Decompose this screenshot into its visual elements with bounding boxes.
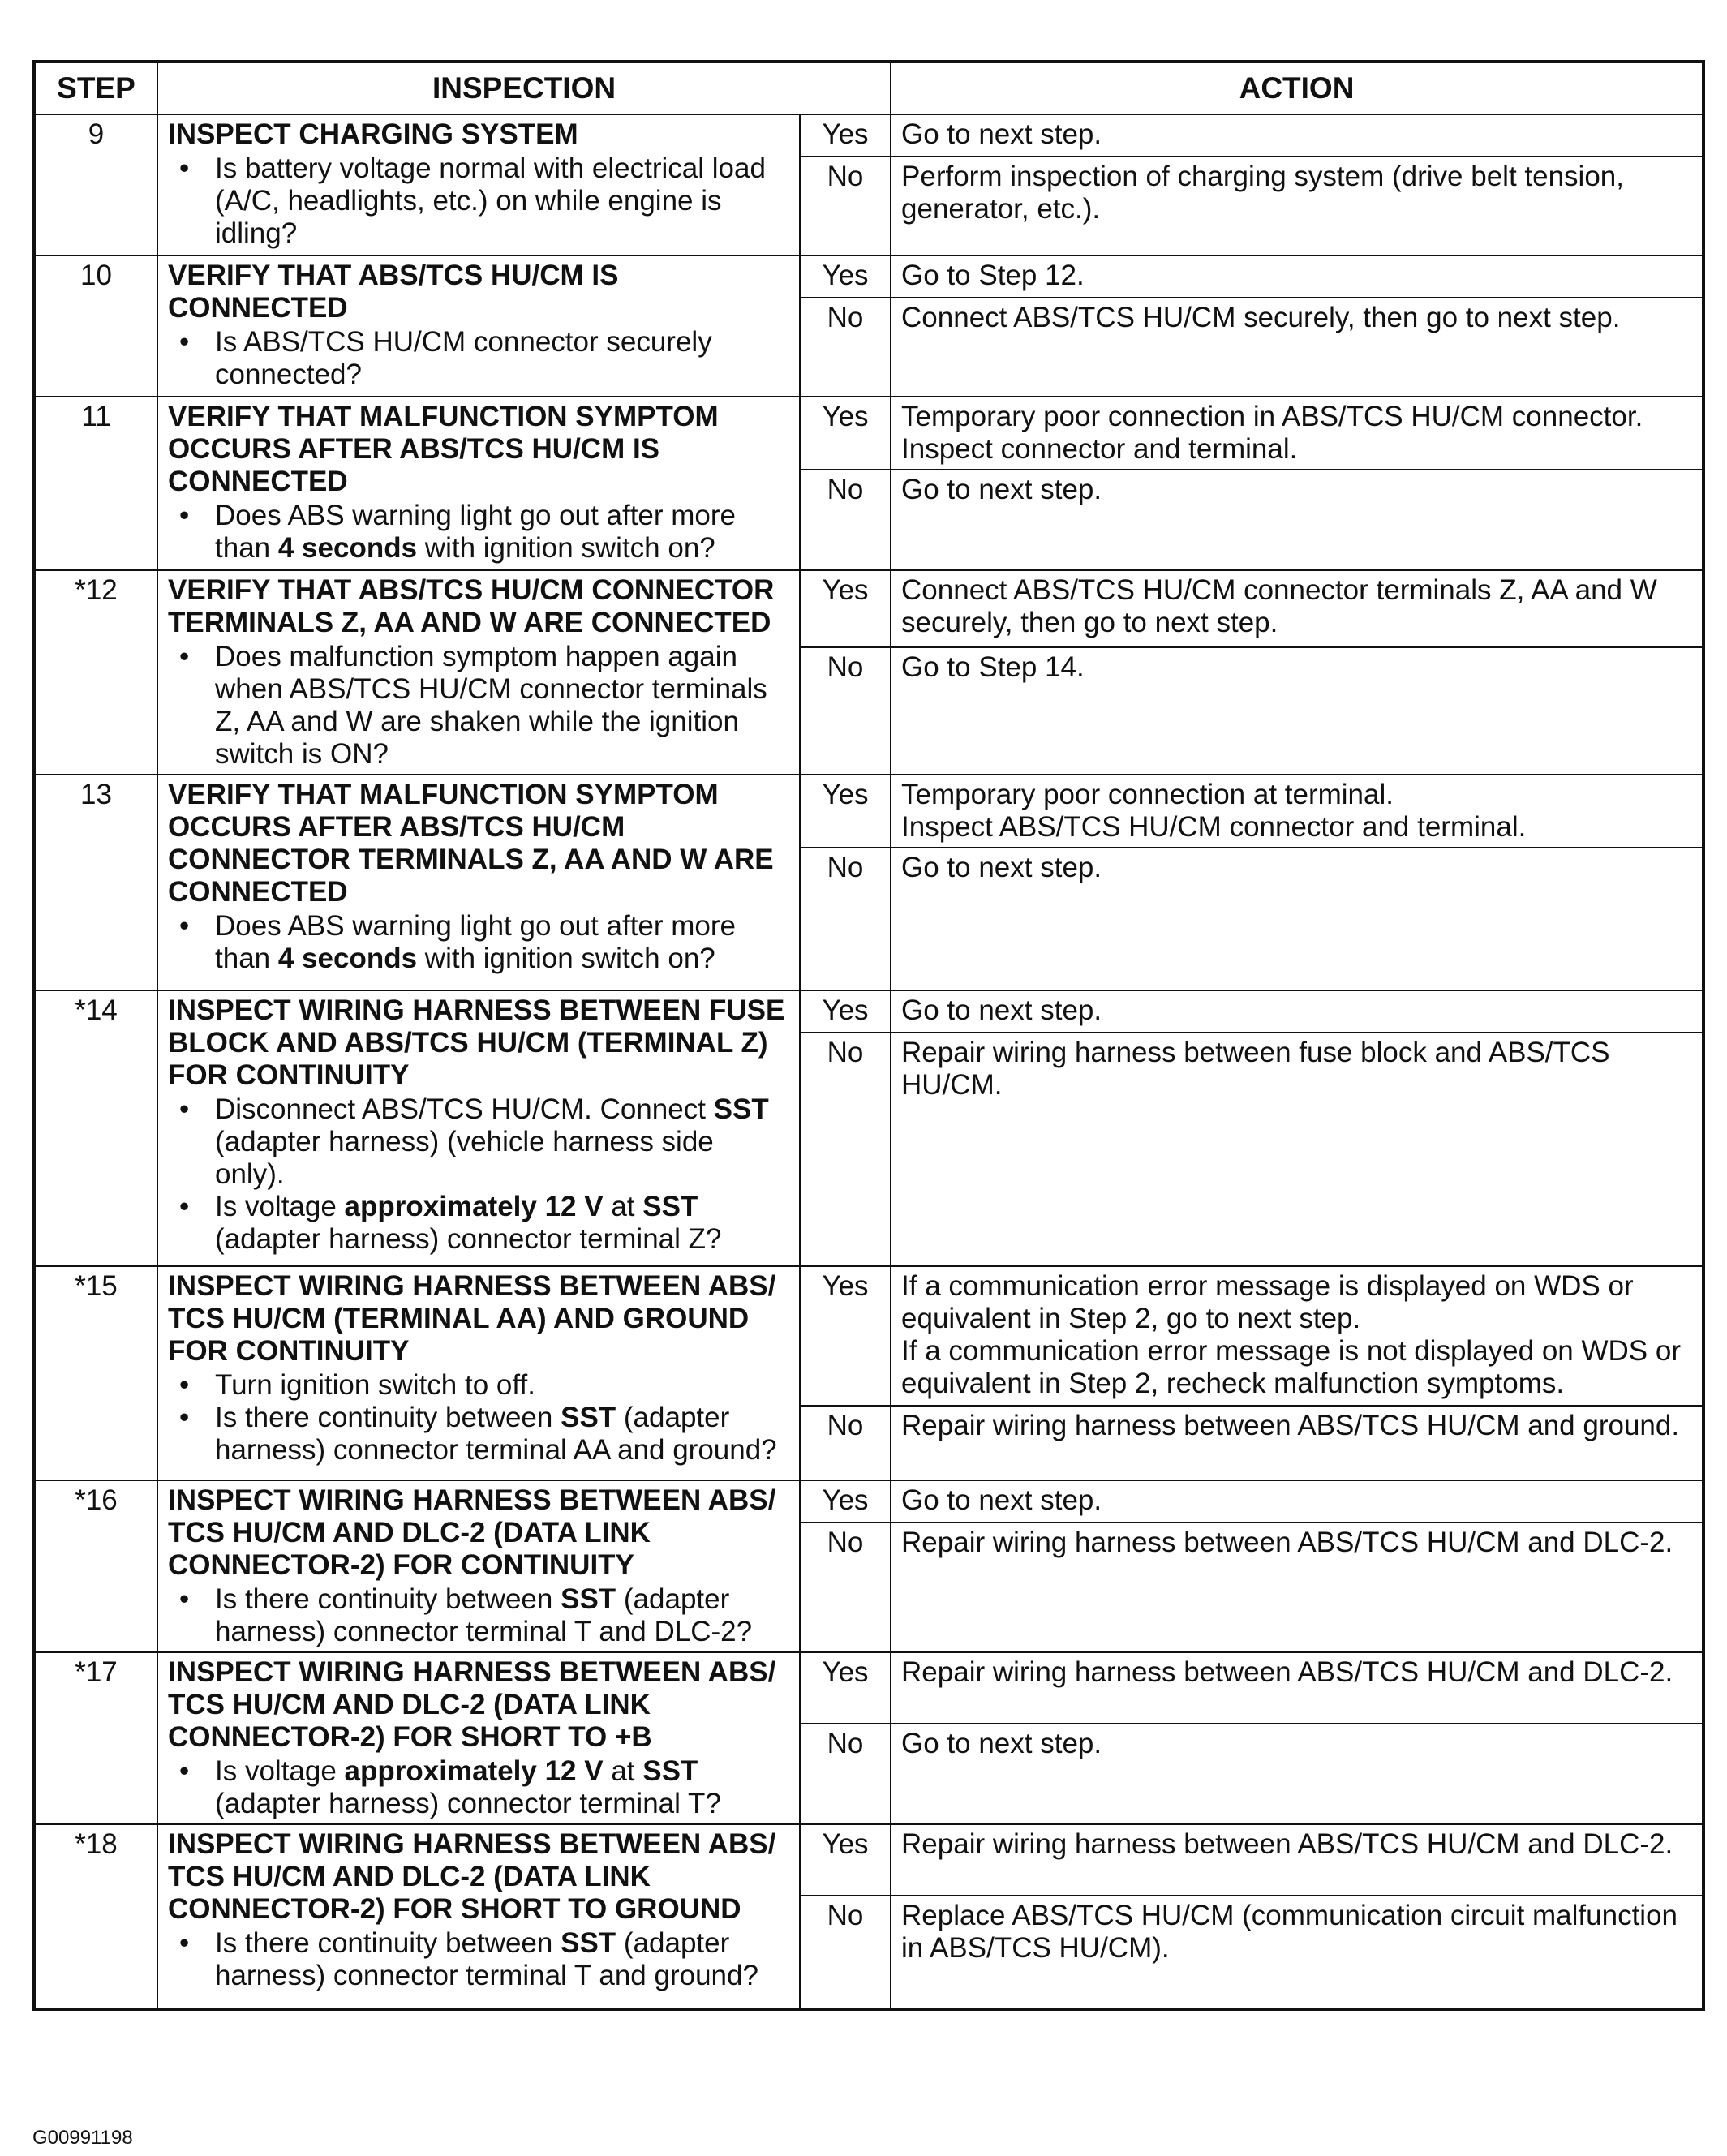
- bullet-text: Does malfunction symptom happen again when ABS/TCS HU/CM connector terminals Z, AA and W are shaken while the ignition switch is ON?: [215, 641, 767, 770]
- yes-label: Yes: [800, 775, 891, 848]
- inspection-bullets: [168, 1583, 789, 1648]
- bold-text: 4 seconds: [277, 943, 418, 974]
- step-number: *15: [34, 1266, 157, 1480]
- no-action: Go to Step 14.: [891, 647, 1703, 775]
- yes-action: Go to next step.: [891, 990, 1703, 1033]
- bold-text: SST: [713, 1093, 769, 1125]
- bullet-text: (adapter harness) connector terminal T?: [215, 1788, 721, 1819]
- inspection-bullet: [215, 910, 789, 975]
- bullet-text: Is there continuity between: [215, 1402, 561, 1433]
- inspection-title: INSPECT CHARGING SYSTEM: [168, 118, 578, 150]
- yes-action: Connect ABS/TCS HU/CM connector terminals Z, AA and W securely, then go to next step.: [891, 570, 1703, 647]
- inspection-cell: [157, 1266, 800, 1480]
- table-row: [34, 990, 1703, 1033]
- yes-action: Go to next step.: [891, 114, 1703, 157]
- inspection-bullet: [215, 1583, 789, 1648]
- no-label: No: [800, 298, 891, 397]
- yes-label: Yes: [800, 570, 891, 647]
- inspection-title: INSPECT WIRING HARNESS BETWEEN ABS/ TCS HU/CM AND DLC-2 (DATA LINK CONNECTOR-2) FOR SHORT TO +B: [168, 1656, 776, 1753]
- bullet-text: (adapter harness) connector terminal AA and ground?: [215, 1402, 777, 1466]
- header-row: [34, 62, 1703, 114]
- step-number: 9: [34, 114, 157, 256]
- diagnostic-procedure-table: [32, 60, 1705, 2011]
- bullet-text: at: [603, 1191, 643, 1222]
- table-row: [34, 256, 1703, 298]
- no-label: No: [800, 1406, 891, 1480]
- bold-text: 4 seconds: [277, 532, 418, 564]
- bullet-text: (adapter harness) connector terminal T and ground?: [215, 1927, 758, 1991]
- inspection-bullets: [168, 1093, 789, 1256]
- no-label: No: [800, 647, 891, 775]
- table-row: [34, 570, 1703, 647]
- no-action: Repair wiring harness between ABS/TCS HU/CM and DLC-2.: [891, 1523, 1703, 1652]
- inspection-bullets: [168, 326, 789, 391]
- inspection-bullets: [168, 500, 789, 565]
- bullet-text: Is voltage: [215, 1755, 345, 1787]
- inspection-bullet: [215, 1402, 789, 1467]
- bullet-text: Is ABS/TCS HU/CM connector securely connected?: [215, 326, 712, 390]
- no-label: No: [800, 1523, 891, 1652]
- header-action: ACTION: [891, 62, 1703, 114]
- yes-label: Yes: [800, 1652, 891, 1724]
- inspection-bullets: [168, 910, 789, 975]
- step-number: 13: [34, 775, 157, 990]
- inspection-bullets: [168, 1927, 789, 1992]
- no-action: Repair wiring harness between ABS/TCS HU/CM and ground.: [891, 1406, 1703, 1480]
- bullet-text: with ignition switch on?: [417, 532, 715, 564]
- table-row: [34, 1652, 1703, 1724]
- table-body: [34, 114, 1703, 2009]
- bullet-text: at: [603, 1755, 643, 1787]
- inspection-bullet: [215, 152, 789, 250]
- bullet-text: Disconnect ABS/TCS HU/CM. Connect: [215, 1093, 714, 1125]
- bullet-text: with ignition switch on?: [417, 943, 715, 974]
- table-row: [34, 1266, 1703, 1406]
- step-number: 11: [34, 397, 157, 570]
- inspection-title: INSPECT WIRING HARNESS BETWEEN ABS/ TCS HU/CM AND DLC-2 (DATA LINK CONNECTOR-2) FOR SHORT TO GROUND: [168, 1828, 776, 1925]
- no-label: No: [800, 157, 891, 256]
- bold-text: SST: [561, 1927, 616, 1959]
- yes-label: Yes: [800, 1266, 891, 1406]
- inspection-title: VERIFY THAT MALFUNCTION SYMPTOM OCCURS AFTER ABS/TCS HU/CM CONNECTOR TERMINALS Z, AA AND W ARE CONNECTED: [168, 779, 774, 908]
- inspection-cell: [157, 1652, 800, 1824]
- table-row: [34, 1480, 1703, 1523]
- inspection-cell: [157, 1824, 800, 2009]
- table-row: [34, 397, 1703, 470]
- yes-label: Yes: [800, 114, 891, 157]
- yes-action: Go to Step 12.: [891, 256, 1703, 298]
- inspection-title: VERIFY THAT ABS/TCS HU/CM CONNECTOR TERMINALS Z, AA AND W ARE CONNECTED: [168, 574, 775, 638]
- no-label: No: [800, 1896, 891, 2009]
- step-number: *14: [34, 990, 157, 1266]
- header-inspection: INSPECTION: [157, 62, 891, 114]
- table-row: [34, 775, 1703, 848]
- inspection-cell: [157, 114, 800, 256]
- table-row: [34, 114, 1703, 157]
- inspection-cell: [157, 570, 800, 775]
- inspection-bullet: [215, 1755, 789, 1820]
- yes-label: Yes: [800, 397, 891, 470]
- yes-action: Repair wiring harness between ABS/TCS HU/CM and DLC-2.: [891, 1652, 1703, 1724]
- yes-action: If a communication error message is displayed on WDS or equivalent in Step 2, go to next step. If a communication error message is not displayed on WDS or equivalent in Step 2, recheck malfunction symptoms.: [891, 1266, 1703, 1406]
- bullet-text: (adapter harness) connector terminal T and DLC-2?: [215, 1583, 753, 1647]
- inspection-bullet: [215, 1927, 789, 1992]
- step-number: *17: [34, 1652, 157, 1824]
- yes-label: Yes: [800, 256, 891, 298]
- bold-text: approximately 12 V: [344, 1191, 604, 1222]
- inspection-bullet: [215, 1191, 789, 1256]
- inspection-title: VERIFY THAT ABS/TCS HU/CM IS CONNECTED: [168, 260, 619, 324]
- bold-text: SST: [561, 1402, 616, 1433]
- step-number: *12: [34, 570, 157, 775]
- bullet-text: (adapter harness) (vehicle harness side only).: [215, 1126, 714, 1190]
- step-number: 10: [34, 256, 157, 397]
- yes-action: Go to next step.: [891, 1480, 1703, 1523]
- inspection-bullet: [215, 500, 789, 565]
- no-action: Go to next step.: [891, 1724, 1703, 1824]
- bold-text: SST: [561, 1583, 616, 1615]
- bullet-text: Does ABS warning light go out after more than: [215, 910, 737, 974]
- yes-label: Yes: [800, 990, 891, 1033]
- no-action: Connect ABS/TCS HU/CM securely, then go to next step.: [891, 298, 1703, 397]
- inspection-cell: [157, 256, 800, 397]
- inspection-title: VERIFY THAT MALFUNCTION SYMPTOM OCCURS AFTER ABS/TCS HU/CM IS CONNECTED: [168, 401, 719, 497]
- bullet-text: (adapter harness) connector terminal Z?: [215, 1223, 722, 1255]
- bullet-text: Turn ignition switch to off.: [215, 1369, 535, 1401]
- no-action: Repair wiring harness between fuse block and ABS/TCS HU/CM.: [891, 1033, 1703, 1266]
- inspection-title: INSPECT WIRING HARNESS BETWEEN FUSE BLOCK AND ABS/TCS HU/CM (TERMINAL Z) FOR CONTINUITY: [168, 994, 785, 1091]
- table-row: [34, 1824, 1703, 1896]
- no-action: Replace ABS/TCS HU/CM (communication circuit malfunction in ABS/TCS HU/CM).: [891, 1896, 1703, 2009]
- inspection-cell: [157, 775, 800, 990]
- bold-text: SST: [642, 1755, 698, 1787]
- bullet-text: Is battery voltage normal with electrical load (A/C, headlights, etc.) on while engine is idling?: [215, 152, 766, 249]
- inspection-bullet: [215, 326, 789, 391]
- bold-text: SST: [642, 1191, 698, 1222]
- figure-id: G00991198: [32, 2127, 133, 2149]
- no-label: No: [800, 848, 891, 990]
- yes-action: Temporary poor connection in ABS/TCS HU/CM connector. Inspect connector and terminal.: [891, 397, 1703, 470]
- inspection-cell: [157, 1480, 800, 1652]
- inspection-bullets: [168, 641, 789, 771]
- bullet-text: Does ABS warning light go out after more than: [215, 500, 737, 564]
- yes-action: Temporary poor connection at terminal. Inspect ABS/TCS HU/CM connector and terminal.: [891, 775, 1703, 848]
- yes-label: Yes: [800, 1480, 891, 1523]
- inspection-cell: [157, 990, 800, 1266]
- diagnostic-procedure-table-container: [32, 60, 1702, 2011]
- bullet-text: Is there continuity between: [215, 1583, 561, 1615]
- inspection-title: INSPECT WIRING HARNESS BETWEEN ABS/ TCS HU/CM (TERMINAL AA) AND GROUND FOR CONTINUITY: [168, 1270, 776, 1367]
- inspection-bullets: [168, 1369, 789, 1467]
- inspection-bullets: [168, 1755, 789, 1820]
- inspection-bullet: [215, 641, 789, 771]
- inspection-bullet: [215, 1093, 789, 1191]
- inspection-title: INSPECT WIRING HARNESS BETWEEN ABS/ TCS HU/CM AND DLC-2 (DATA LINK CONNECTOR-2) FOR CONTINUITY: [168, 1484, 776, 1581]
- bullet-text: Is voltage: [215, 1191, 345, 1222]
- no-label: No: [800, 1033, 891, 1266]
- no-action: Go to next step.: [891, 470, 1703, 570]
- no-action: Perform inspection of charging system (drive belt tension, generator, etc.).: [891, 157, 1703, 256]
- step-number: *18: [34, 1824, 157, 2009]
- no-label: No: [800, 1724, 891, 1824]
- yes-label: Yes: [800, 1824, 891, 1896]
- bullet-text: Is there continuity between: [215, 1927, 561, 1959]
- no-label: No: [800, 470, 891, 570]
- step-number: *16: [34, 1480, 157, 1652]
- no-action: Go to next step.: [891, 848, 1703, 990]
- inspection-bullets: [168, 152, 789, 250]
- header-step: STEP: [34, 62, 157, 114]
- inspection-bullet: [215, 1369, 789, 1402]
- inspection-cell: [157, 397, 800, 570]
- bold-text: approximately 12 V: [344, 1755, 604, 1787]
- yes-action: Repair wiring harness between ABS/TCS HU/CM and DLC-2.: [891, 1824, 1703, 1896]
